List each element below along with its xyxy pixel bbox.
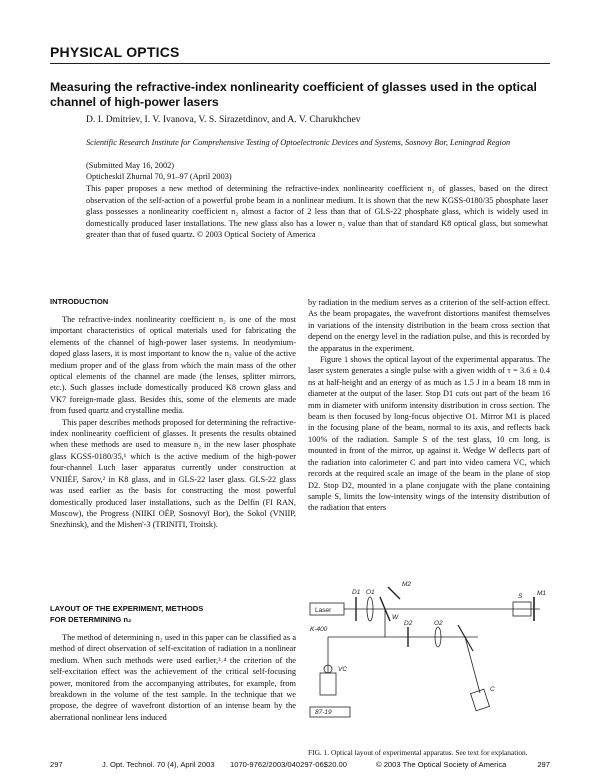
journal-reference: Opticheskiĭ Zhurnal 70, 91–97 (April 2003) xyxy=(86,172,232,181)
beam-to-calorimeter xyxy=(465,637,480,693)
section-heading: PHYSICAL OPTICS xyxy=(50,44,180,60)
footer-code: 1070-9762/2003/040297-06$20.00 xyxy=(230,760,347,769)
label-d2: D2 xyxy=(404,620,413,627)
figure-caption: FIG. 1. Optical layout of experimental apparatus. See text for explanation. xyxy=(308,748,528,757)
laser-label: Laser xyxy=(315,607,332,614)
mirror-m2 xyxy=(388,587,400,599)
section-rule xyxy=(50,63,550,64)
right-paragraph-1: by radiation in the medium serves as a criterion of the self-action effect. As the beam propagates, the wavefront distortions manifest themselves in variations of the intensity distribution in the beam cross section that depend on the energy level in the radiation pulse, and this is recorded by the apparatus in the experiment. xyxy=(308,298,550,353)
abstract: This paper proposes a new method of determining the refractive-index nonlinearity coefficient n₂ of glasses, based on the direct observation of the self-action of a powerful probe beam in a nonlinear medium. It is shown that the new KGSS-0180/35 phosphate laser glass possesses a nonlinearity coefficient n₂ almost a factor of 2 less than that of GLS-22 phosphate glass, which is widely used in domestically produced laser installations. The new glass also has a lower n₂ value than that of standard K8 optical glass, but somewhat greater than that of fused quartz. © 2003 Optical Society of America xyxy=(86,184,548,239)
label-c: C xyxy=(490,686,495,693)
label-o2: O2 xyxy=(434,620,443,627)
intro-paragraph-1: The refractive-index nonlinearity coefficient n₂ is one of the most important characteristics of optical materials used for fabricating the elements of the channel of high-power laser systems. In neodymium-doped glass lasers, it is most important to know the n₂ value of the active medium proper and of the glass from which the main mass of the other optical elements of the channel are made (the lenses, splitter mirrors, etc.). Such glasses include domestically produced K8 crown glass and VK7 foreign-made glass. Besides this, some of the elements are made from fused quartz and crystalline media. xyxy=(50,315,296,416)
layout-heading xyxy=(50,604,296,625)
right-paragraph-2: Figure 1 shows the optical layout of the experimental apparatus. The laser system generates a single pulse with a given width of τ = 3.6 ± 0.4 ns at half-height and an energy of as much as 1.5 J in a beam 18 mm in diameter at the output of the laser. Stop D1 cuts out part of the beam 16 mm in diameter with uniform intensity distribution in cross section. The beam is then focused by long-focus objective O1. Mirror M1 is placed in the focusing plane of the beam, normal to its axis, and reflects back 100% of the radiation. Sample S of the test glass, 10 cm long, is mounted in front of the mirror, up against it. Wedge W deflects part of the radiation into calorimeter C and part into video camera VC, which records at the required scale an image of the beam in the plane of stop D2. Stop D2, mounted in a plane conjugate with the plane containing sample S, limits the low-intensity wings of the intensity distribution of the radiation that enters xyxy=(308,355,550,513)
label-m1: M1 xyxy=(537,590,547,597)
label-s: S xyxy=(518,593,523,600)
affiliation: Scientific Research Institute for Comprehensive Testing of Optoelectronic Devices and Systems, Sosnovy Bor, Leningrad Region xyxy=(86,138,511,147)
label-o1: O1 xyxy=(366,589,375,596)
label-87-19: 87-19 xyxy=(315,709,332,716)
authors: D. I. Dmitriev, I. V. Ivanova, V. S. Sirazetdinov, and A. V. Charukhchev xyxy=(86,114,361,125)
layout-heading-line-1: LAYOUT OF THE EXPERIMENT, METHODS xyxy=(50,604,204,613)
footer-page-left: 297 xyxy=(50,760,63,769)
layout-heading-line-2: FOR DETERMINING n₂ xyxy=(50,614,132,624)
right-column xyxy=(308,297,550,514)
article-title: Measuring the refractive-index nonlinearity coefficient of glasses used in the optical channel of high-power lasers xyxy=(50,80,537,109)
layout-paragraph-1: The method of determining n₂ used in this paper can be classified as a method of direct observation of self-excitation of radiation in a nonlinear medium. When such methods were used earlier,³˒⁴ the criterion of the self-excitation effect was the achievement of the critical self-focusing power, monitored from the accompanying attributes, for example, from breakdown in the volume of the test sample. In the technique that we propose, the degree of wavefront distortion of an intense beam by the aberrational nonlinear lens induced xyxy=(50,633,296,722)
intro-heading: INTRODUCTION xyxy=(50,297,109,306)
footer-journal: J. Opt. Technol. 70 (4), April 2003 xyxy=(102,760,215,769)
label-m2: M2 xyxy=(402,581,412,588)
footer-page-right: 297 xyxy=(537,760,550,769)
submitted-date: (Submitted May 16, 2002) xyxy=(86,161,175,170)
video-camera xyxy=(320,673,336,695)
label-d1: D1 xyxy=(352,589,361,596)
optical-layout-figure xyxy=(308,573,553,743)
footer-copyright: © 2003 The Optical Society of America xyxy=(376,760,507,769)
intro-paragraph-2: This paper describes methods proposed for determining the refractive-index nonlinearity coefficient of glasses. It presents the results obtained when these methods are used to measure n₂ in the new laser phosphate glass KGSS-0180/35,¹ which is the active medium of the high-power four-channel Luch laser apparatus currently under construction at VNIIÉF, Sarov,² in K8 glass, and in GLS-22 laser glass. GLS-22 glass was used earlier as the basis for constructing the most powerful domestically produced laser installations, such as the Delfin (FI RAN, Moscow), the Progress (NIIKI OÉP, Sosnovyĭ Bor), the Sokol (VNIIP, Snezhinsk), and the Mishen'-3 (TRINITI, Troitsk). xyxy=(50,417,296,530)
intro-section xyxy=(50,314,296,531)
layout-section xyxy=(50,632,296,723)
label-w: W xyxy=(392,614,399,621)
label-k400: K-400 xyxy=(310,626,328,633)
label-vc: VC xyxy=(338,666,348,673)
publication-info xyxy=(86,160,232,182)
